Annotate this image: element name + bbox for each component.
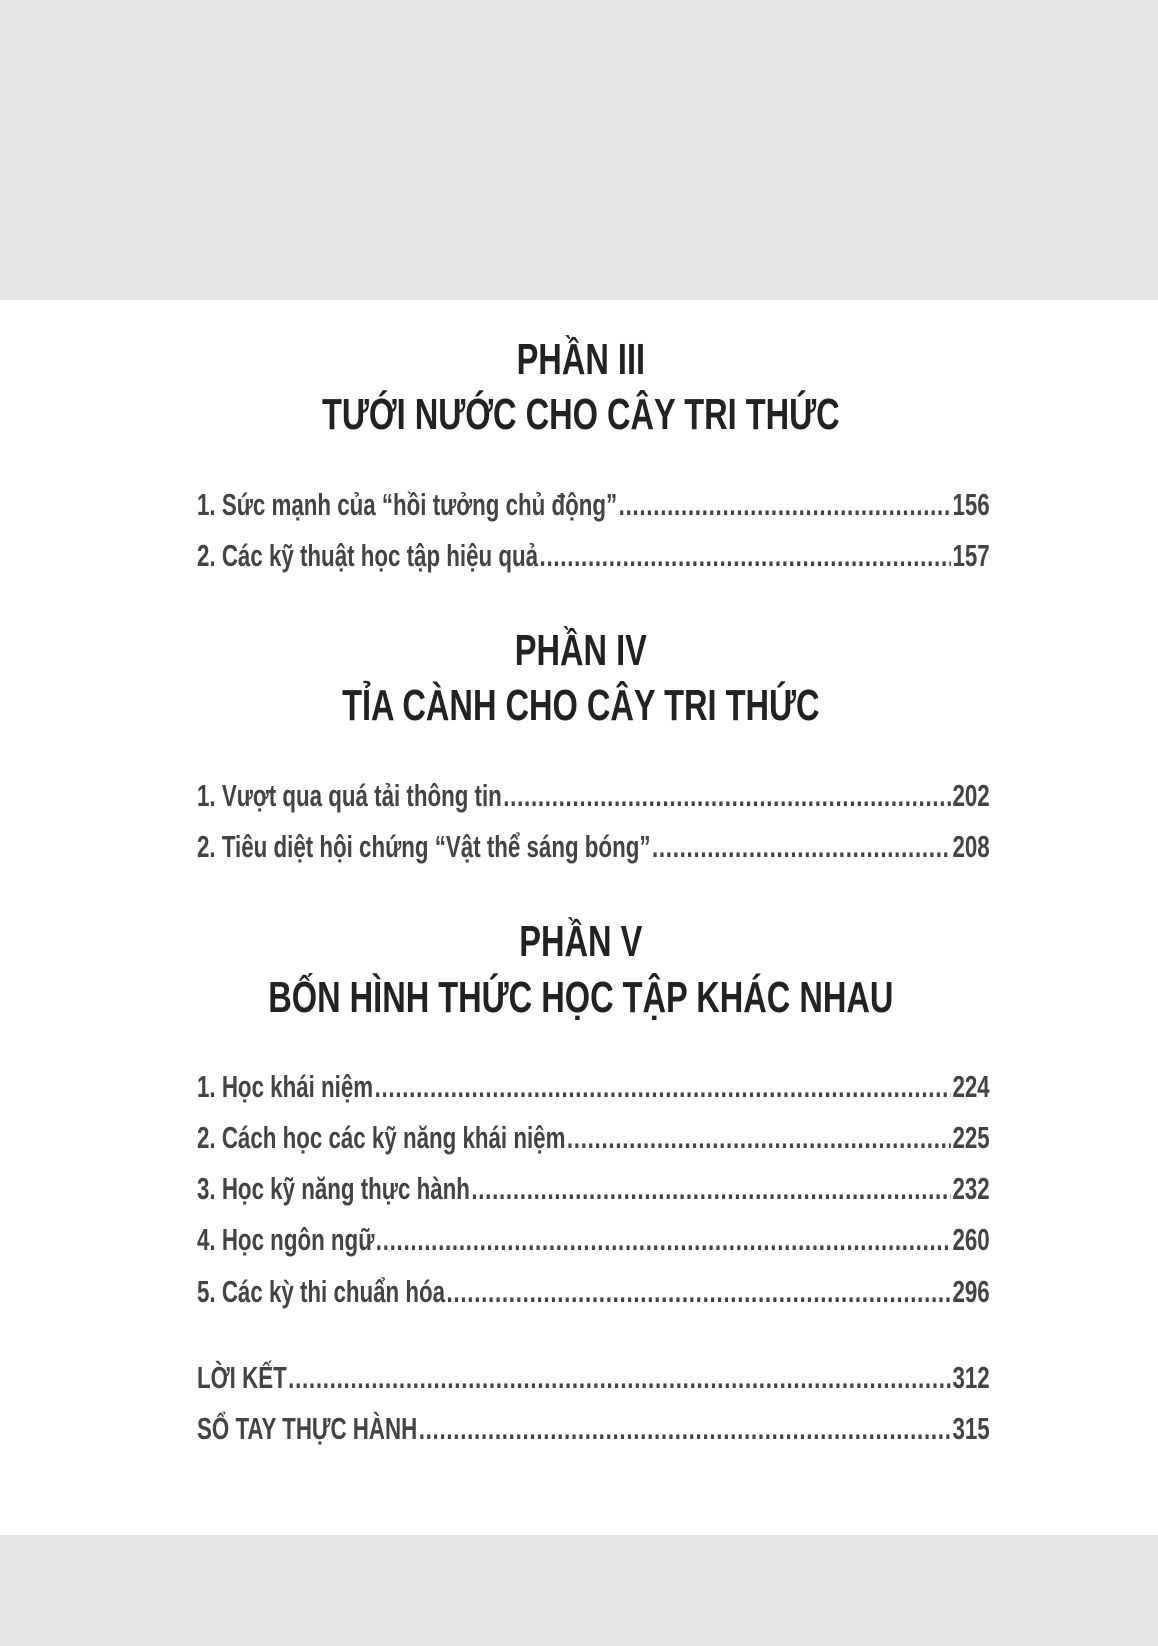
dot-leader — [288, 1358, 951, 1398]
entry-text: 2. Tiêu diệt hội chứng “Vật thể sáng bóng” — [197, 829, 651, 864]
toc-entry[interactable] — [197, 776, 990, 816]
dot-leader — [447, 1272, 952, 1312]
toc-entry[interactable] — [197, 1169, 990, 1209]
entry-page: 208 — [952, 829, 990, 864]
dot-leader — [540, 536, 952, 576]
toc-entry[interactable] — [197, 1220, 990, 1260]
dot-leader — [471, 1169, 951, 1209]
dot-leader — [619, 485, 951, 525]
entry-page: 225 — [952, 1120, 990, 1155]
entry-text: SỔ TAY THỰC HÀNH — [197, 1411, 418, 1446]
entry-page: 157 — [952, 538, 990, 573]
entry-text: 1. Sức mạnh của “hồi tưởng chủ động” — [197, 487, 618, 522]
entry-page: 315 — [952, 1411, 990, 1446]
entry-text: 3. Học kỹ năng thực hành — [197, 1171, 470, 1206]
toc-entry[interactable] — [197, 485, 990, 525]
entry-text: 2. Cách học các kỹ năng khái niệm — [197, 1120, 566, 1155]
dot-leader — [376, 1220, 951, 1260]
entry-text: 4. Học ngôn ngữ — [197, 1222, 375, 1257]
entry-page: 156 — [952, 487, 990, 522]
entry-text: 1. Học khái niệm — [197, 1069, 374, 1104]
toc-entry-closing[interactable] — [197, 1358, 990, 1398]
toc-entry[interactable] — [197, 1067, 990, 1107]
dot-leader — [419, 1409, 951, 1449]
toc-entry-handbook[interactable] — [197, 1409, 990, 1449]
toc-entry[interactable] — [197, 536, 990, 576]
part-label: PHẦN III — [516, 335, 646, 384]
dot-leader — [652, 827, 951, 867]
part-label: PHẦN V — [519, 917, 643, 966]
part-title: BỐN HÌNH THỨC HỌC TẬP KHÁC NHAU — [268, 973, 894, 1022]
dot-leader — [567, 1118, 951, 1158]
entry-page: 296 — [952, 1274, 990, 1309]
toc-entry[interactable] — [197, 1118, 990, 1158]
entry-text: 1. Vượt qua quá tải thông tin — [197, 778, 502, 813]
entry-page: 312 — [952, 1360, 990, 1395]
entry-text: 2. Các kỹ thuật học tập hiệu quả — [197, 538, 539, 573]
part-label: PHẦN IV — [514, 626, 647, 675]
toc-entry[interactable] — [197, 1272, 990, 1312]
dot-leader — [503, 776, 951, 816]
entry-page: 224 — [952, 1069, 990, 1104]
entry-page: 260 — [952, 1222, 990, 1257]
entry-page: 202 — [952, 778, 990, 813]
part-title: TỈA CÀNH CHO CÂY TRI THỨC — [342, 681, 820, 730]
entry-page: 232 — [952, 1171, 990, 1206]
dot-leader — [375, 1067, 951, 1107]
entry-text: 5. Các kỳ thi chuẩn hóa — [197, 1274, 446, 1309]
entry-text: LỜI KẾT — [197, 1360, 287, 1395]
toc-entry[interactable] — [197, 827, 990, 867]
part-title: TƯỚI NƯỚC CHO CÂY TRI THỨC — [321, 390, 840, 439]
